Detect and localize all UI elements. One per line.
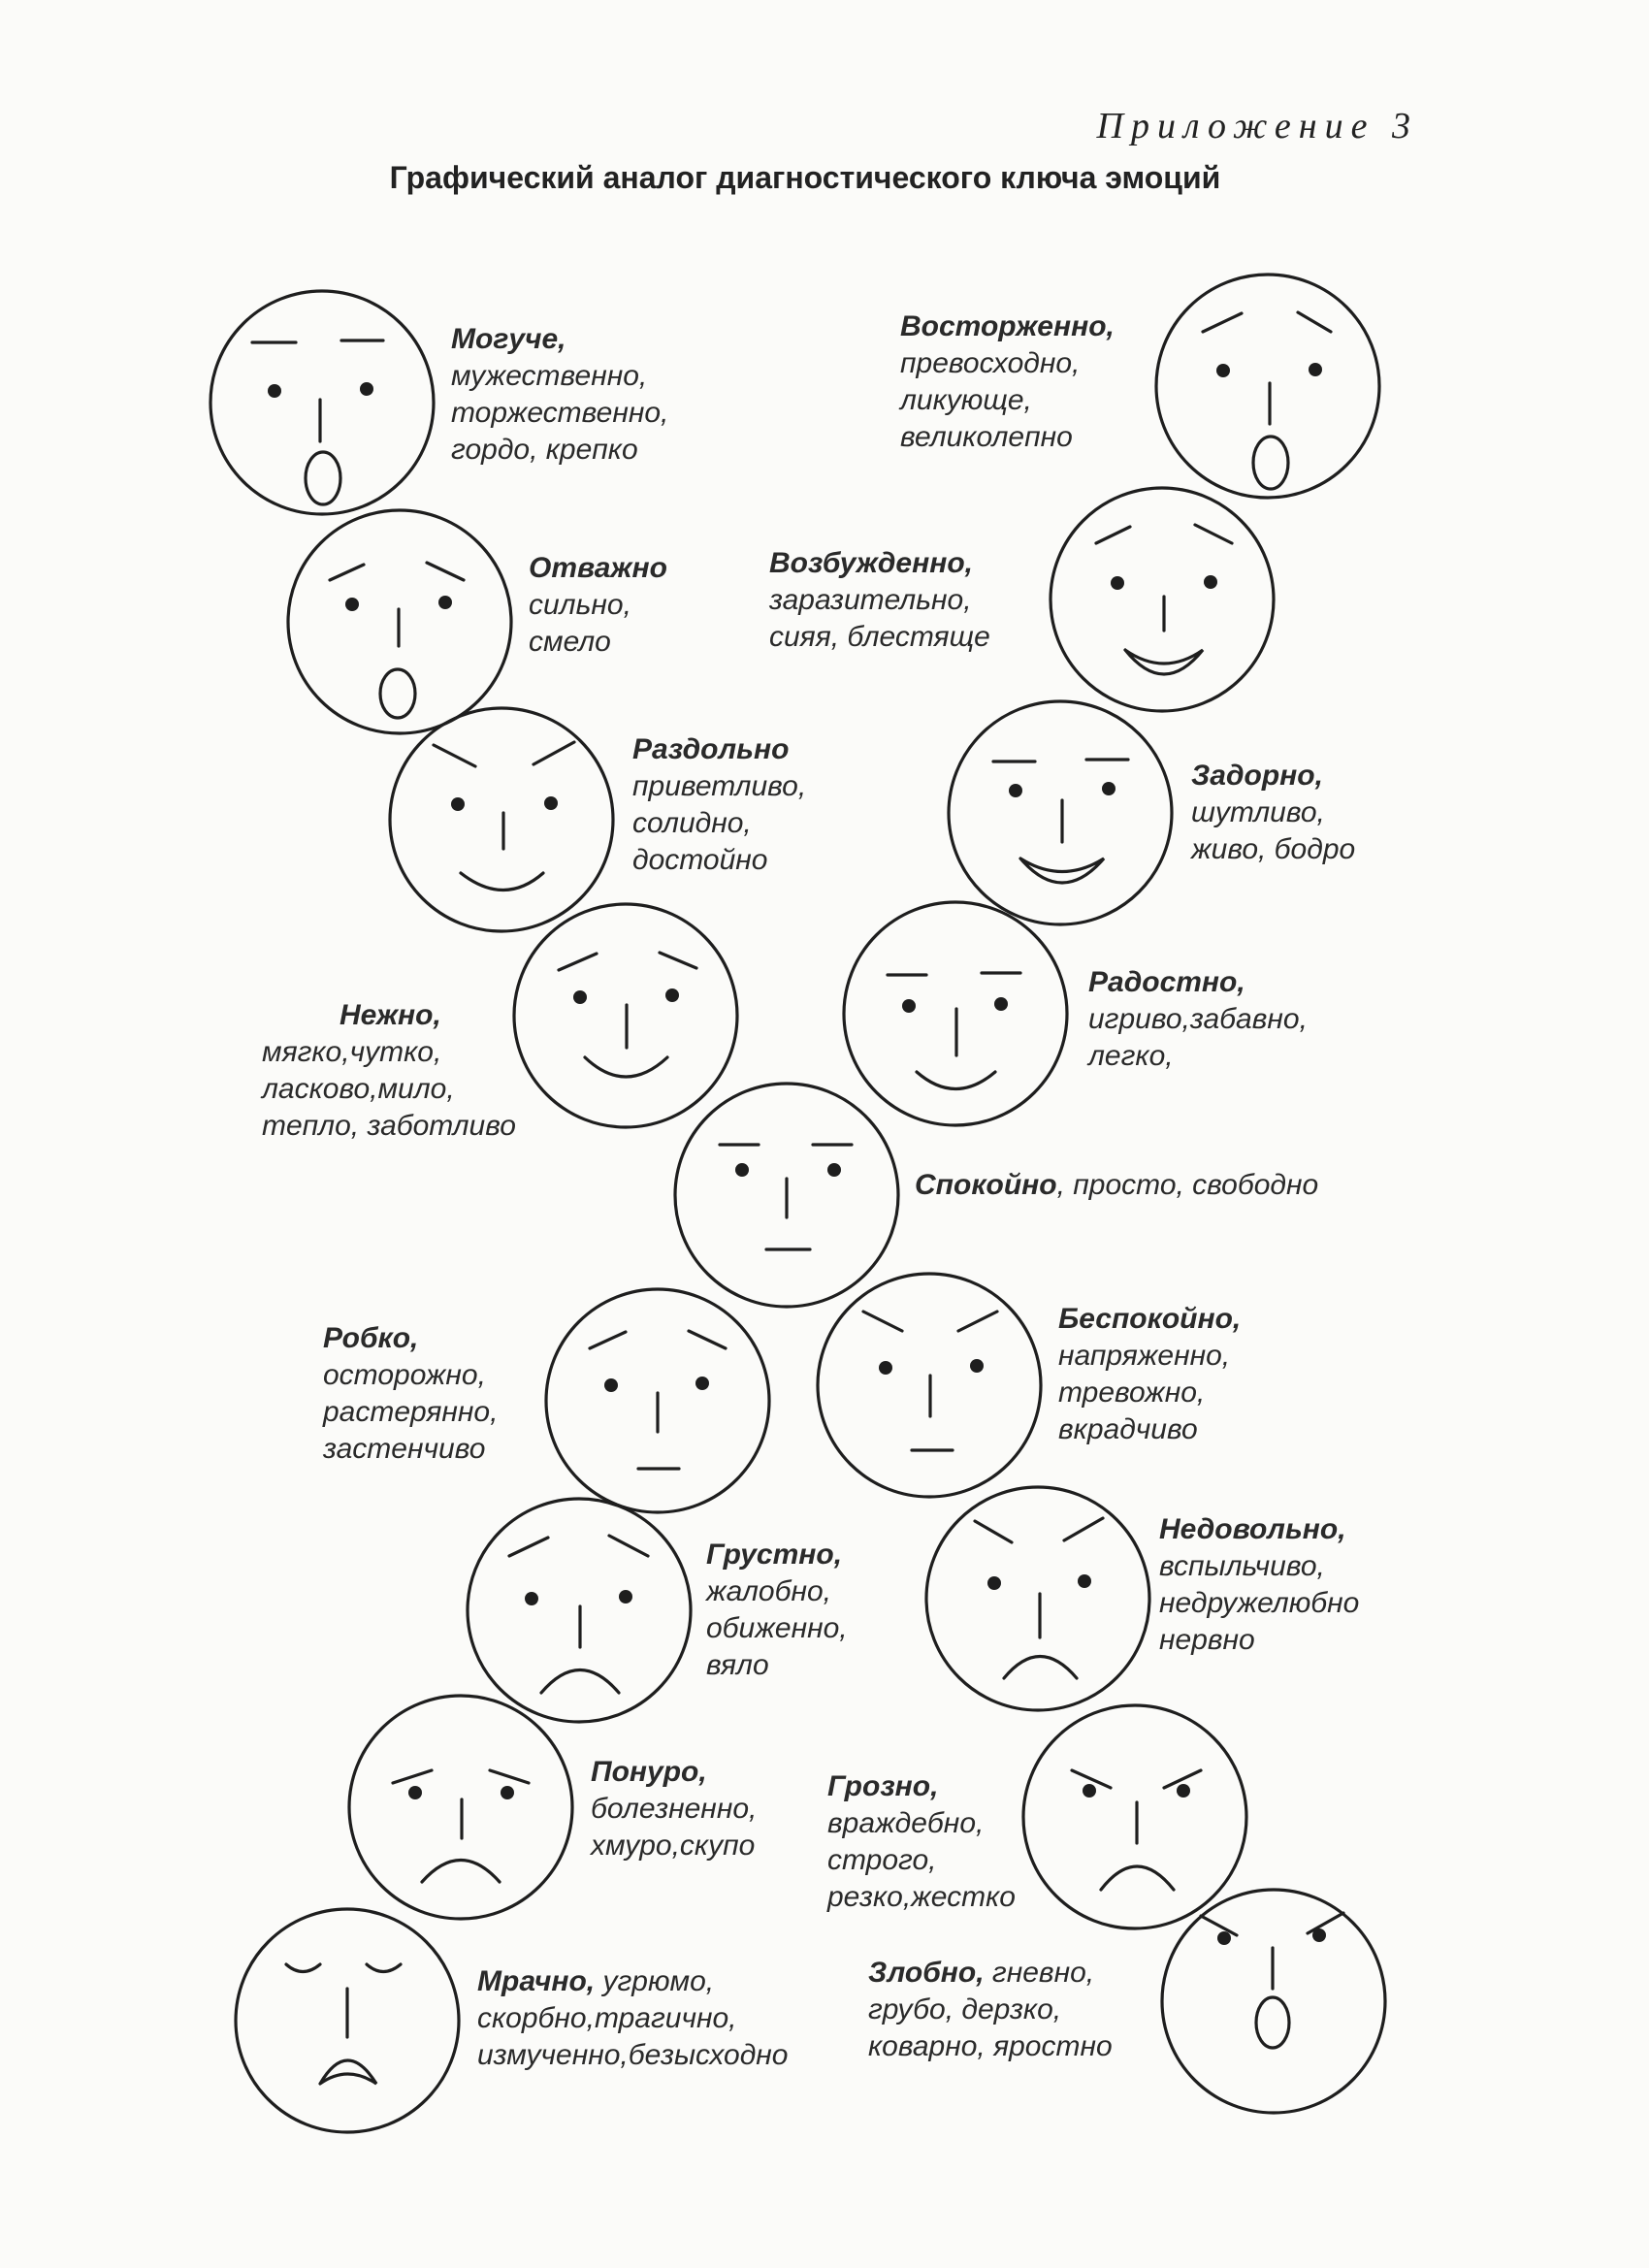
label-vozbuzhdenno [769,545,990,656]
label-line: хмуро,скупо [591,1830,756,1862]
label-tail: угрюмо, [595,1965,715,1997]
label-zlobno [868,1955,1113,2065]
label-line: тревожно, [1058,1377,1206,1409]
label-line: коварно, яростно [868,2030,1113,2062]
label-line: грубо, дерзко, [868,1993,1062,2025]
label-line: недружелюбно [1159,1587,1360,1619]
label-head: Злобно, [868,1957,985,1989]
face-nedovolno-icon [926,1487,1149,1710]
label-line: жалобно, [706,1575,831,1607]
label-line: вяло [706,1649,769,1681]
label-line: застенчиво [323,1433,486,1465]
label-line: игриво,забавно, [1088,1003,1308,1035]
label-spokoyno [915,1167,1318,1204]
label-line: живо, бодро [1191,833,1356,865]
label-head: Мрачно, [477,1965,596,1997]
label-line: обиженно, [706,1612,848,1644]
appendix-label: Приложение 3 [1096,106,1418,146]
face-vozbuzhdenno-icon [1051,488,1274,711]
label-line: вкрадчиво [1058,1413,1198,1445]
label-line: шутливо, [1191,796,1325,828]
label-head: Беспокойно, [1058,1303,1242,1335]
label-line: осторожно, [323,1359,486,1391]
face-zadorno-icon [949,701,1172,924]
label-line: тепло, заботливо [262,1110,516,1142]
face-ponuro-icon [349,1696,572,1919]
label-line: ласково,мило, [262,1073,455,1105]
label-moguche [451,321,668,469]
face-mrachno-icon [236,1909,459,2132]
label-line: ликующе, [900,384,1032,416]
label-line: измученно,безысходно [477,2039,789,2071]
label-line: нервно [1159,1624,1255,1656]
label-head: Нежно, [340,999,441,1031]
face-spokoyno-icon [675,1084,898,1307]
label-line: сильно, [529,589,631,621]
label-line: заразительно, [769,584,972,616]
label-grustno [706,1537,848,1684]
label-head: Задорно, [1191,760,1323,792]
face-otvazhno-icon [288,510,511,733]
label-line: растерянно, [323,1396,499,1428]
label-tail: , просто, свободно [1056,1169,1319,1201]
label-line: великолепно [900,421,1073,453]
label-ponuro [591,1754,757,1864]
face-bespokoyno-icon [818,1274,1041,1497]
label-line: напряженно, [1058,1340,1231,1372]
label-line: смело [529,626,611,658]
label-head: Спокойно [915,1169,1057,1201]
label-head: Грозно, [827,1770,939,1802]
label-tail: гневно, [984,1957,1095,1989]
face-robko-icon [546,1289,769,1512]
label-line: торжественно, [451,397,669,429]
label-head: Отважно [529,552,667,584]
label-line: мягко,чутко, [262,1036,442,1068]
label-zadorno [1191,758,1355,868]
label-line: враждебно, [827,1807,985,1839]
label-nedovolno [1159,1511,1359,1659]
label-line: строго, [827,1844,937,1876]
face-grustno-icon [468,1499,691,1722]
label-line: резко,жестко [827,1881,1016,1913]
label-line: достойно [632,844,768,876]
label-line: мужественно, [451,360,648,392]
label-head: Радостно, [1088,966,1245,998]
face-zlobno-icon [1162,1890,1385,2113]
label-line: болезненно, [591,1793,758,1825]
label-head: Восторженно, [900,310,1115,342]
face-grozno-icon [1023,1705,1246,1928]
label-line: превосходно, [900,347,1081,379]
face-vostorzhenno-icon [1156,275,1379,498]
label-line: солидно, [632,807,752,839]
label-line: вспыльчиво, [1159,1550,1325,1582]
label-head: Грустно, [706,1539,843,1571]
label-bespokoyno [1058,1301,1241,1448]
label-mrachno [477,1963,788,2074]
page-title-text: Графический аналог диагностического ключа эмоций [389,160,1221,195]
label-head: Возбужденно, [769,547,973,579]
label-razdolno [632,731,806,879]
label-head: Недовольно, [1159,1513,1346,1545]
label-nezhno [262,997,516,1145]
label-vostorzhenno [900,308,1115,456]
label-line: сияя, блестяще [769,621,990,653]
label-otvazhno [529,550,667,661]
label-radostno [1088,964,1308,1075]
face-radostno-icon [844,902,1067,1125]
label-line: скорбно,трагично, [477,2002,737,2034]
label-head: Могуче, [451,323,566,355]
face-moguche-icon [210,291,434,514]
label-line: легко, [1088,1040,1174,1072]
label-head: Понуро, [591,1756,707,1788]
label-line: гордо, крепко [451,434,638,466]
label-grozno [827,1768,1016,1916]
face-razdolno-icon [390,708,613,931]
face-nezhno-icon [514,904,737,1127]
label-line: приветливо, [632,770,807,802]
label-head: Раздольно [632,733,790,765]
label-head: Робко, [323,1322,419,1354]
label-robko [323,1320,498,1468]
